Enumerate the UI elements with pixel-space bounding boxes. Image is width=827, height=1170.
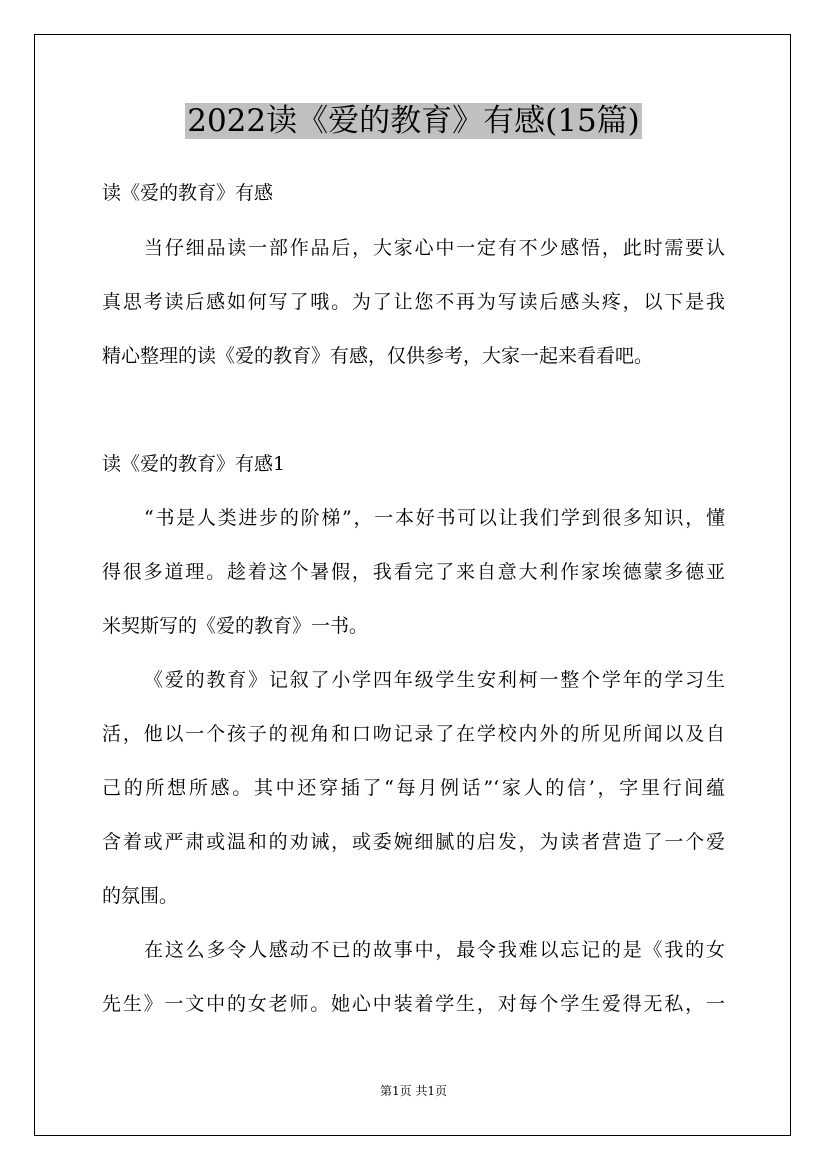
intro-line: 当仔细品读一部作品后，大家心中一定有不少感悟，此时需要认	[144, 237, 725, 259]
document-title: 2022读《爱的教育》有感(15篇)	[187, 103, 640, 139]
section-heading-main: 读《爱的教育》有感	[102, 182, 274, 204]
paragraph-line: 得很多道理。趁着这个暑假，我看完了来自意大利作家埃德蒙多德亚	[102, 561, 725, 583]
paragraph-line: 先生》一文中的女老师。她心中装着学生，对每个学生爱得无私，一	[102, 993, 725, 1015]
paragraph-line: 米契斯写的《爱的教育》一书。	[102, 615, 369, 637]
section-heading-1: 读《爱的教育》有感1	[102, 453, 286, 475]
paragraph-line: 《爱的教育》记叙了小学四年级学生安利柯一整个学年的学习生	[144, 669, 725, 691]
page-number-footer: 第1页 共1页	[379, 1084, 448, 1098]
paragraph-line: 含着或严肃或温和的劝诫，或委婉细腻的启发，为读者营造了一个爱	[102, 831, 725, 853]
paragraph-line: 在这么多令人感动不已的故事中，最令我难以忘记的是《我的女	[144, 939, 725, 961]
paragraph-line: 的氛围。	[102, 885, 179, 907]
paragraph-line: 己的所想所感。其中还穿插了“每月例话”‘家人的信’，字里行间蕴	[102, 777, 725, 799]
paragraph-line: 活，他以一个孩子的视角和口吻记录了在学校内外的所见所闻以及自	[102, 723, 725, 745]
intro-line: 精心整理的读《爱的教育》有感，仅供参考，大家一起来看看吧。	[102, 345, 654, 367]
paragraph-line: “书是人类进步的阶梯”，一本好书可以让我们学到很多知识，懂	[144, 507, 725, 529]
intro-line: 真思考读后感如何写了哦。为了让您不再为写读后感头疼，以下是我	[102, 291, 725, 313]
